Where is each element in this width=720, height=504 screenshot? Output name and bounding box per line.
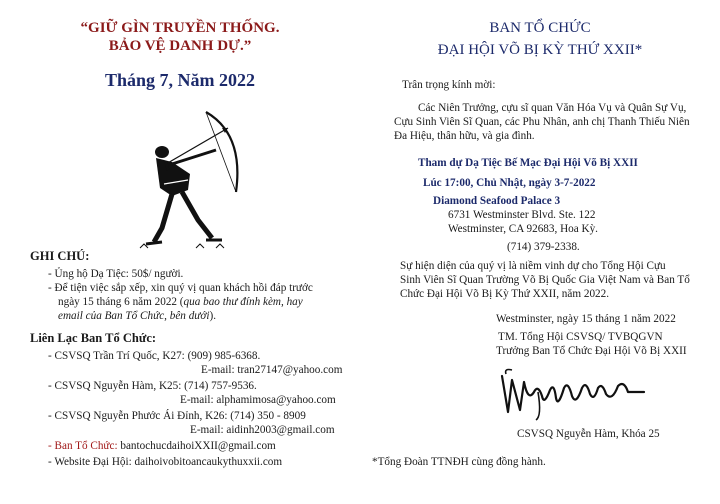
note-donation: - Ủng hộ Dạ Tiệc: 50$/ người. [48,268,184,280]
note-rsvp-end: ). [209,310,217,322]
event-title: Tham dự Dạ Tiệc Bế Mạc Đại Hội Võ Bị XXII [418,157,638,169]
venue-phone: (714) 379-2338. [507,241,580,253]
note-rsvp-italic-2: email của Ban Tổ Chức, bên dưới [58,310,210,322]
handwritten-signature [498,362,648,422]
note-rsvp-date: ngày 15 tháng 6 năm 2022 ( [58,296,184,308]
contact-nguyen-phuoc-ai-dinh: - CSVSQ Nguyễn Phước Ái Đỉnh, K26: (714) 350 - 8909 [48,410,306,422]
venue-name: Diamond Seafood Palace 3 [433,195,561,207]
invite-line3: Đa Hiệu, thân hữu, và gia đình. [394,130,535,142]
email-alphamimosa[interactable]: E-mail: alphamimosa@yahoo.com [180,394,336,406]
footnote: *Tổng Đoàn TTNĐH cùng đồng hành. [372,456,546,468]
ghi-chu-title: GHI CHÚ: [30,249,90,263]
signer-name: CSVSQ Nguyễn Hàm, Khóa 25 [517,428,660,440]
btc-label: - Ban Tổ Chức: [48,440,121,452]
contact-nguyen-ham: - CSVSQ Nguyễn Hàm, K25: (714) 757-9536. [48,380,257,392]
motto-line1: “GIỮ GÌN TRUYỀN THỐNG. [80,20,280,36]
note-rsvp-line2 [58,295,303,309]
website-contact [48,455,282,469]
note-rsvp-italic: qua bao thư đính kèm, hay [183,296,303,308]
email-tran[interactable]: E-mail: tran27147@yahoo.com [201,364,343,376]
organizer-heading: BAN TỔ CHỨC [489,20,591,36]
right-panel [360,0,720,504]
venue-address2: Westminster, CA 92683, Hoa Kỳ. [448,223,598,235]
congress-heading: ĐẠI HỘI VÕ BỊ KỲ THỨ XXII* [437,42,643,58]
email-aidinh[interactable]: E-mail: aidinh2003@gmail.com [190,424,335,436]
website-link[interactable]: daihoivobitoancaukythuxxii.com [134,456,283,468]
event-time: Lúc 17:00, Chủ Nhật, ngày 3-7-2022 [423,177,596,189]
motto-line2: BẢO VỆ DANH DỰ.” [108,38,252,54]
contact-tran-tri-quoc: - CSVSQ Trần Trí Quốc, K27: (909) 985-6368. [48,350,261,362]
btc-email[interactable]: bantochucdaihoiXXII@gmail.com [120,440,276,452]
signature-title1: TM. Tổng Hội CSVSQ/ TVBQGVN [498,331,663,343]
honor-line1: Sự hiện diện của quý vị là niềm vinh dự cho Tổng Hội Cựu [400,260,666,272]
date-title: Tháng 7, Năm 2022 [104,70,256,90]
honor-line3: Chức Đại Hội Võ Bị Kỳ Thứ XXII, năm 2022. [400,288,610,300]
btc-contact [48,439,276,453]
invite-line1: Các Niên Trưởng, cựu sĩ quan Văn Hóa Vụ và Quân Sự Vụ, [418,102,687,114]
contact-title: Liên Lạc Ban Tổ Chức: [30,331,157,345]
signature-title2: Trưởng Ban Tổ Chức Đại Hội Võ Bị XXII [496,345,687,357]
archer-illustration [132,104,242,252]
note-rsvp-line1: - Để tiện việc sắp xếp, xin quý vị quan khách hồi đáp trước [48,282,313,294]
honor-line2: Sinh Viên Sĩ Quan Trường Võ Bị Quốc Gia Việt Nam và Ban Tổ [400,274,690,286]
venue-address1: 6731 Westminster Blvd. Ste. 122 [448,209,596,221]
invite-line2: Cựu Sinh Viên Sĩ Quan, các Phu Nhân, anh chị Thanh Thiếu Niên [394,116,690,128]
dateline: Westminster, ngày 15 tháng 1 năm 2022 [496,313,676,325]
note-rsvp-line3 [58,309,216,323]
website-label: - Website Đại Hội: [48,456,135,468]
greeting: Trân trọng kính mời: [402,79,496,91]
